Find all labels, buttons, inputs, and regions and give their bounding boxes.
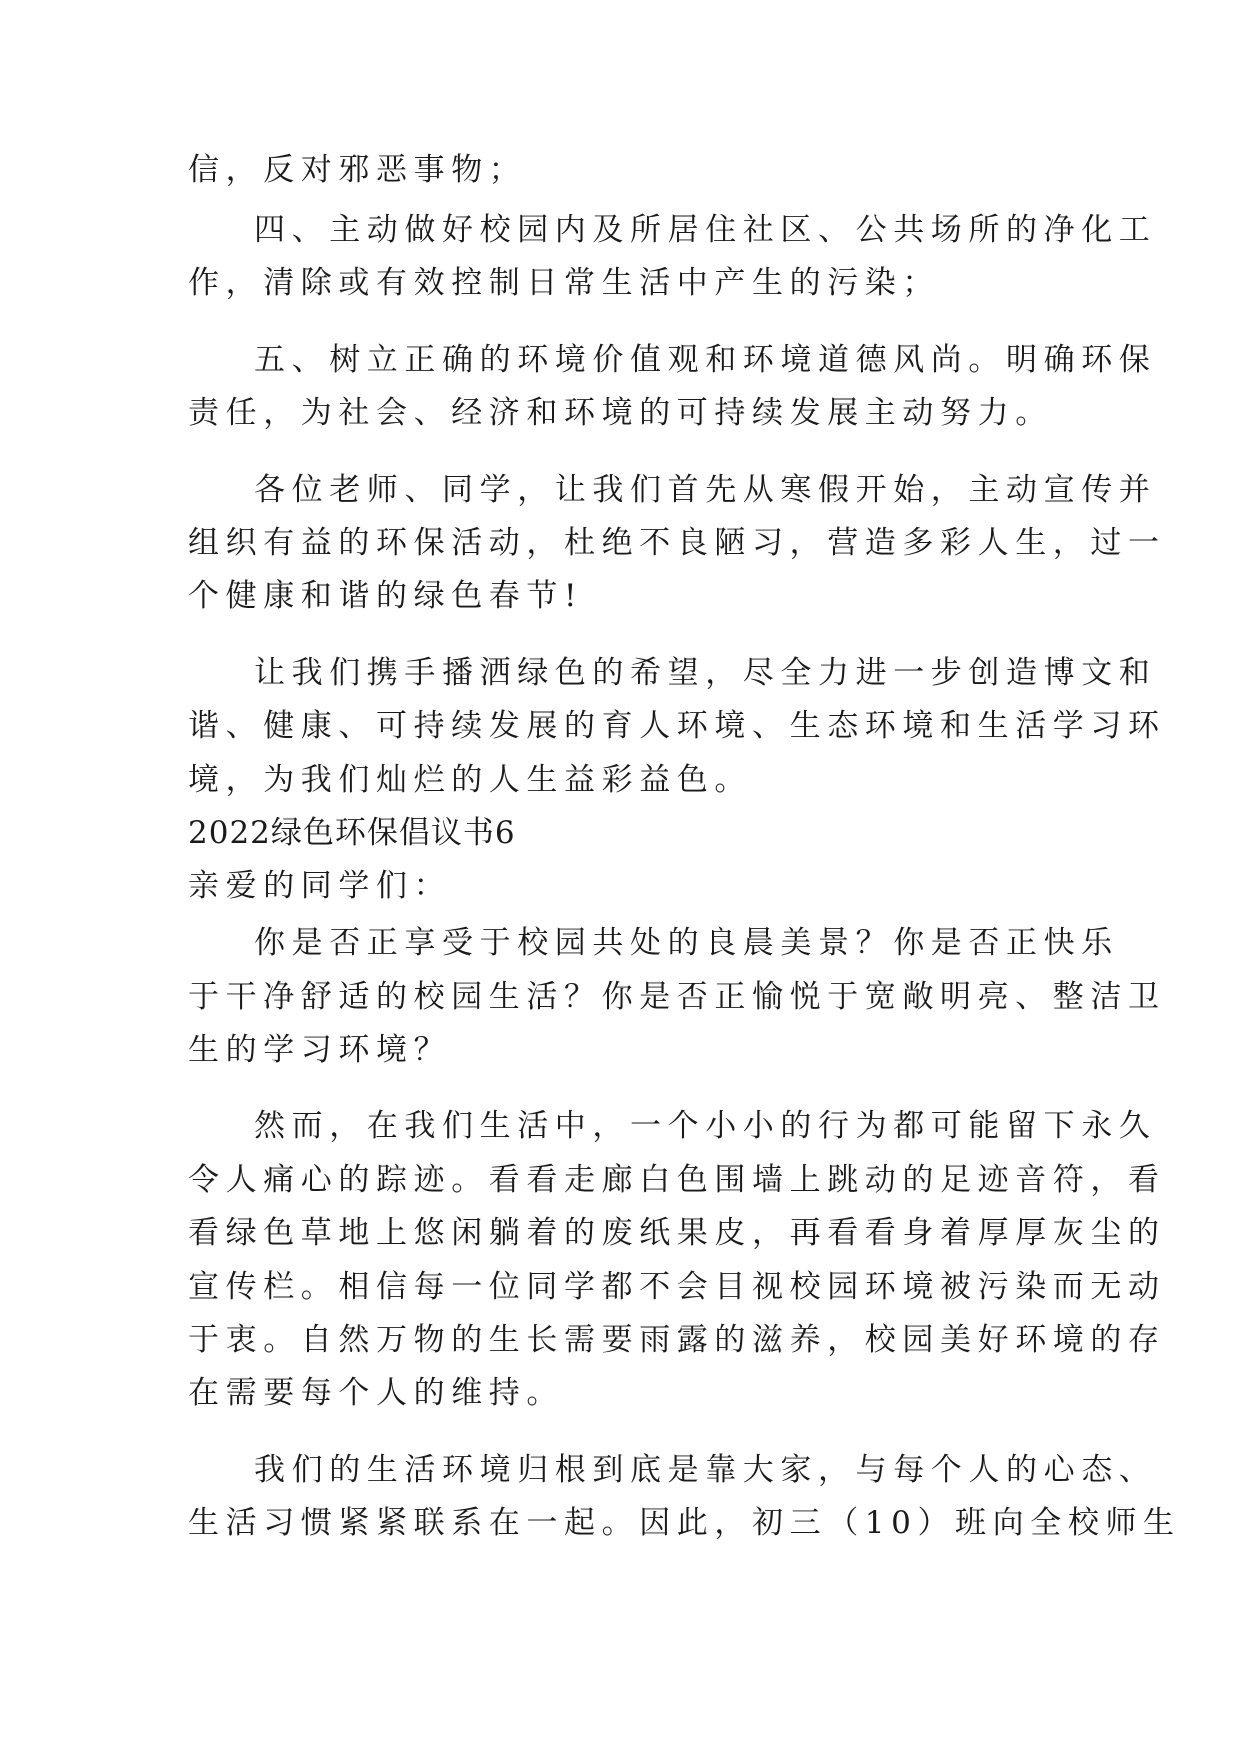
- paragraph-line: 作，清除或有效控制日常生活中产生的污染；: [188, 265, 940, 301]
- paragraph-line: 然而，在我们生活中，一个小小的行为都可能留下永久: [254, 1108, 1157, 1144]
- paragraph-line: 境，为我们灿烂的人生益彩益色。: [188, 762, 752, 798]
- paragraph-line: 在需要每个人的维持。: [188, 1375, 564, 1411]
- salutation: 亲爱的同学们：: [188, 868, 452, 904]
- paragraph-line: 谐、健康、可持续发展的育人环境、生态环境和生活学习环: [188, 708, 1166, 744]
- paragraph-line: 令人痛心的踪迹。看看走廊白色围墙上跳动的足迹音符，看: [188, 1162, 1166, 1198]
- paragraph-line: 信，反对邪恶事物；: [188, 152, 527, 188]
- paragraph-line: 让我们携手播洒绿色的希望，尽全力进一步创造博文和: [254, 655, 1157, 691]
- paragraph-line: 宣传栏。相信每一位同学都不会目视校园环境被污染而无动: [188, 1269, 1166, 1305]
- paragraph-line: 五、树立正确的环境价值观和环境道德风尚。明确环保: [254, 342, 1157, 378]
- paragraph-line: 责任，为社会、经济和环境的可持续发展主动努力。: [188, 395, 1053, 431]
- paragraph-line: 生活习惯紧紧联系在一起。因此，初三（10）班向全校师生: [188, 1505, 1181, 1541]
- section-heading: 2022绿色环保倡议书6: [188, 815, 516, 851]
- paragraph-line: 我们的生活环境归根到底是靠大家，与每个人的心态、: [254, 1452, 1157, 1488]
- paragraph-line: 于干净舒适的校园生活？你是否正愉悦于宽敞明亮、整洁卫: [188, 979, 1166, 1015]
- paragraph-line: 生的学习环境？: [188, 1032, 452, 1068]
- paragraph-line: 于衷。自然万物的生长需要雨露的滋养，校园美好环境的存: [188, 1322, 1166, 1358]
- paragraph-line: 看绿色草地上悠闲躺着的废纸果皮，再看看身着厚厚灰尘的: [188, 1215, 1166, 1251]
- paragraph-line: 个健康和谐的绿色春节!: [188, 578, 584, 614]
- paragraph-line: 你是否正享受于校园共处的良晨美景？你是否正快乐: [254, 925, 1119, 961]
- paragraph-line: 四、主动做好校园内及所居住社区、公共场所的净化工: [254, 212, 1157, 248]
- paragraph-line: 各位老师、同学，让我们首先从寒假开始，主动宣传并: [254, 472, 1157, 508]
- paragraph-line: 组织有益的环保活动，杜绝不良陋习，营造多彩人生，过一: [188, 525, 1166, 561]
